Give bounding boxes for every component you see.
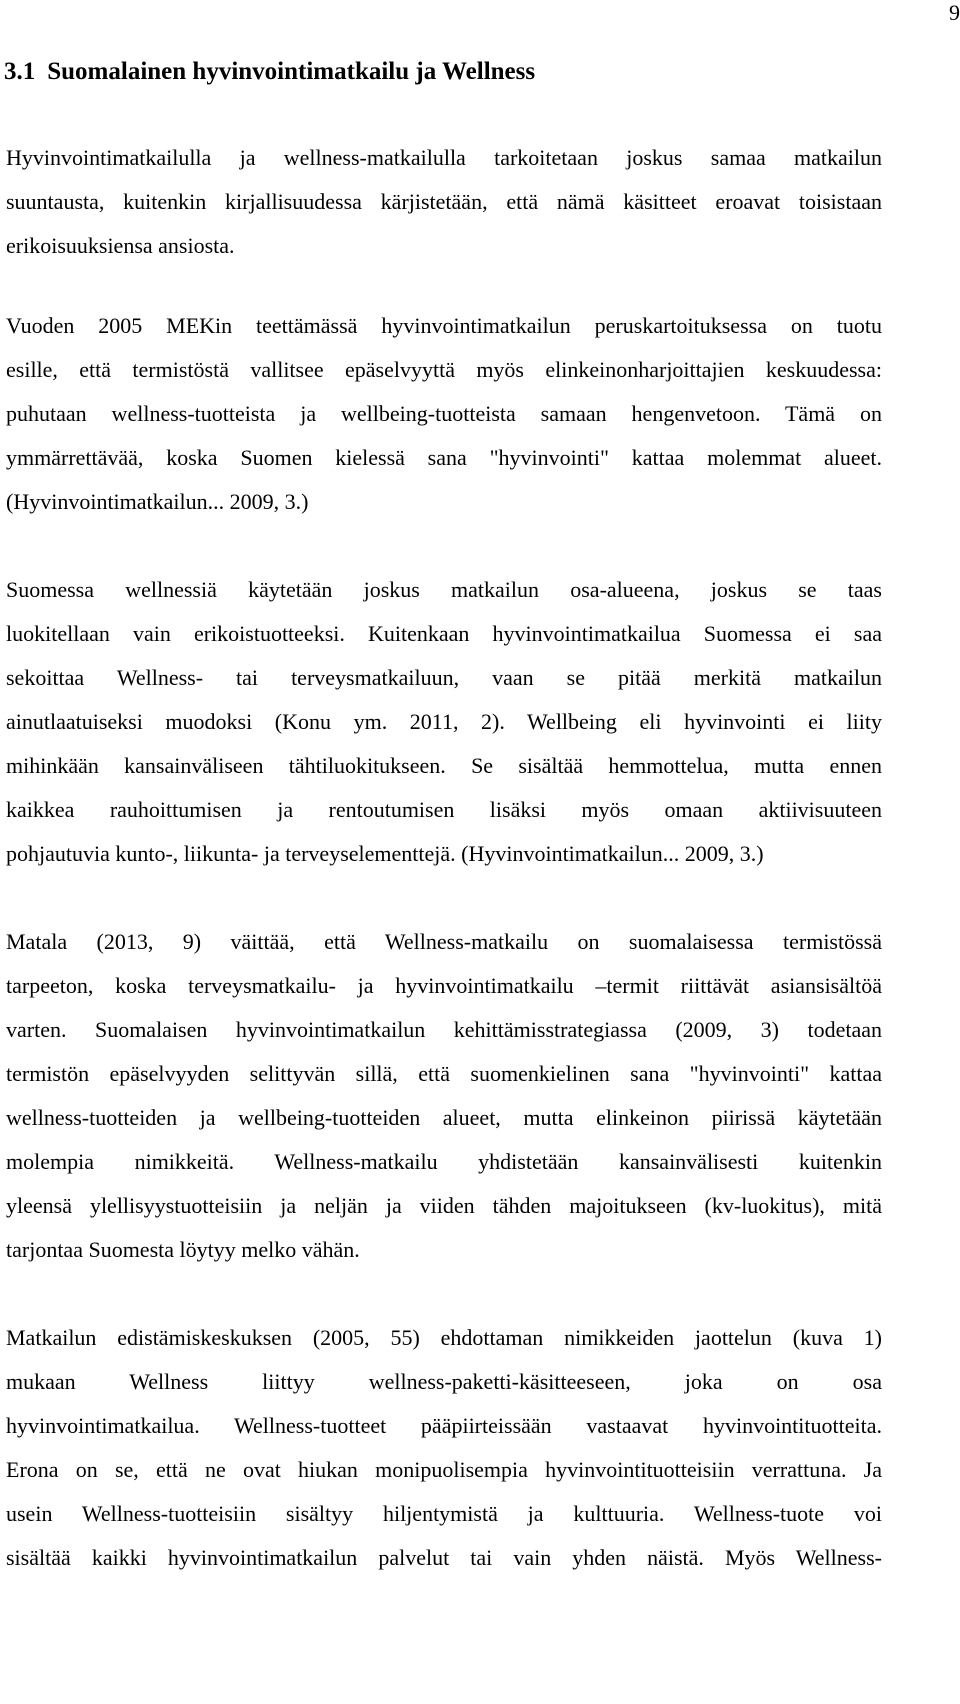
text-line: esille, että termistöstä vallitsee epäselvyyttä myös elinkeinonharjoittajien keskuudessa: (6, 357, 882, 382)
text-line: ainutlaatuiseksi muodoksi (Konu ym. 2011, 2). Wellbeing eli hyvinvointi ei liity (6, 709, 882, 734)
text-line: wellness-tuotteiden ja wellbeing-tuotteiden alueet, mutta elinkeinon piirissä käytetään (6, 1105, 882, 1130)
text-line: Hyvinvointimatkailulla ja wellness-matkailulla tarkoitetaan joskus samaa matkailun (6, 145, 882, 170)
paragraph-3 (6, 568, 882, 876)
section-number: 3.1 (4, 58, 36, 85)
text-line: varten. Suomalaisen hyvinvointimatkailun kehittämisstrategiassa (2009, 3) todetaan (6, 1017, 882, 1042)
text-line: puhutaan wellness-tuotteista ja wellbeing-tuotteista samaan hengenvetoon. Tämä on (6, 401, 882, 426)
text-line: suuntausta, kuitenkin kirjallisuudessa kärjistetään, että nämä käsitteet eroavat toisistaan (6, 189, 882, 214)
paragraph-1 (6, 136, 882, 268)
text-line: tarjontaa Suomesta löytyy melko vähän. (6, 1237, 360, 1262)
text-line: (Hyvinvointimatkailun... 2009, 3.) (6, 489, 309, 514)
text-line: hyvinvointimatkailua. Wellness-tuotteet pääpiirteissään vastaavat hyvinvointituotteita. (6, 1413, 882, 1438)
text-line: kaikkea rauhoittumisen ja rentoutumisen lisäksi myös omaan aktiivisuuteen (6, 797, 882, 822)
text-line: molempia nimikkeitä. Wellness-matkailu yhdistetään kansainvälisesti kuitenkin (6, 1149, 882, 1174)
section-title: Suomalainen hyvinvointimatkailu ja Wellness (47, 58, 536, 85)
page-number: 9 (949, 0, 960, 25)
text-line: termistön epäselvyyden selittyvän sillä, että suomenkielinen sana "hyvinvointi" kattaa (6, 1061, 882, 1086)
paragraph-2 (6, 304, 882, 524)
text-line: usein Wellness-tuotteisiin sisältyy hiljentymistä ja kulttuuria. Wellness-tuote voi (6, 1501, 882, 1526)
text-line: mihinkään kansainväliseen tähtiluokitukseen. Se sisältää hemmottelua, mutta ennen (6, 753, 882, 778)
text-line: luokitellaan vain erikoistuotteeksi. Kuitenkaan hyvinvointimatkailua Suomessa ei saa (6, 621, 882, 646)
text-line: sisältää kaikki hyvinvointimatkailun palvelut tai vain yhden näistä. Myös Wellness- (6, 1545, 882, 1570)
text-line: Matala (2013, 9) väittää, että Wellness-matkailu on suomalaisessa termistössä (6, 929, 882, 954)
text-line: Suomessa wellnessiä käytetään joskus matkailun osa-alueena, joskus se taas (6, 577, 882, 602)
text-line: mukaan Wellness liittyy wellness-paketti-käsitteeseen, joka on osa (6, 1369, 882, 1394)
paragraph-5 (6, 1316, 882, 1580)
paragraph-4 (6, 920, 882, 1272)
section-heading (4, 58, 535, 86)
text-line: sekoittaa Wellness- tai terveysmatkailuun, vaan se pitää merkitä matkailun (6, 665, 882, 690)
text-line: pohjautuvia kunto-, liikunta- ja terveyselementtejä. (Hyvinvointimatkailun... 2009, 3.) (6, 841, 764, 866)
text-line: ymmärrettävää, koska Suomen kielessä sana "hyvinvointi" kattaa molemmat alueet. (6, 445, 882, 470)
text-line: Vuoden 2005 MEKin teettämässä hyvinvointimatkailun peruskartoituksessa on tuotu (6, 313, 882, 338)
text-line: Matkailun edistämiskeskuksen (2005, 55) ehdottaman nimikkeiden jaottelun (kuva 1) (6, 1325, 882, 1350)
text-line: yleensä ylellisyystuotteisiin ja neljän ja viiden tähden majoitukseen (kv-luokitus), mitä (6, 1193, 882, 1218)
text-line: tarpeeton, koska terveysmatkailu- ja hyvinvointimatkailu –termit riittävät asiansisältöä (6, 973, 882, 998)
text-line: Erona on se, että ne ovat hiukan monipuolisempia hyvinvointituotteisiin verrattuna. Ja (6, 1457, 882, 1482)
text-line: erikoisuuksiensa ansiosta. (6, 233, 235, 258)
